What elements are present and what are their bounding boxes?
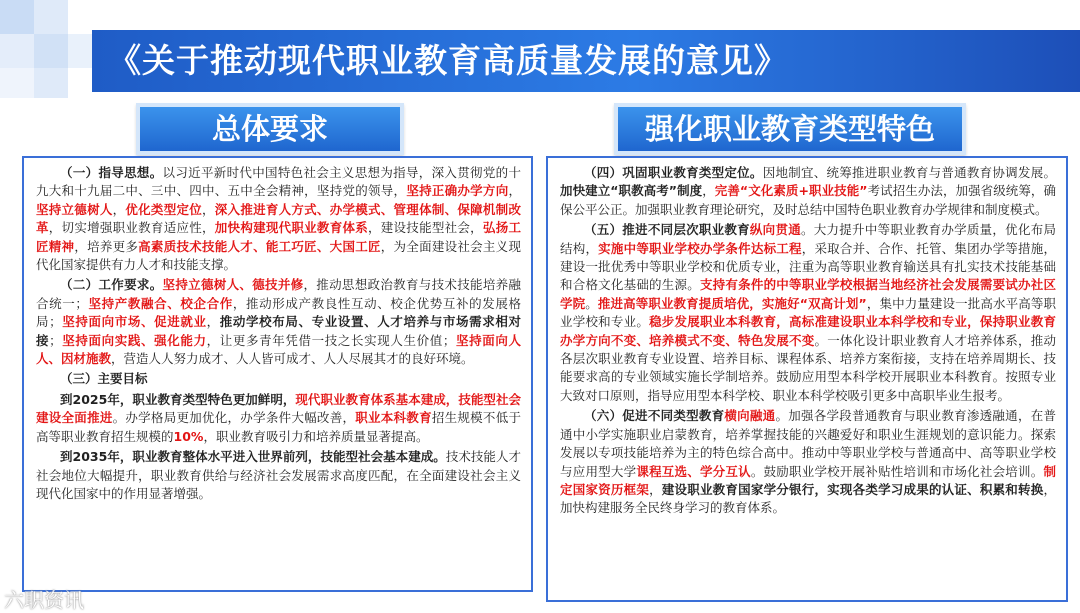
body-text: ，推动思想政治教育与技术技能培养融合统一；	[36, 277, 521, 311]
bold-text: （一）指导思想。	[60, 165, 163, 180]
body-text: 。一体化设计职业教育人才培养体系，推动各层次职业教育专业设置、培养目标、课程体系、培养方案衔接，支持在培养周期长、技能要求高的专业领域实施长学制培养。鼓励应用型本科学校开展职业本科教育。按照专业大致对口原则，指导应用型本科学校、职业本科学校吸引更多中高职毕业生报考。	[560, 332, 1056, 403]
body-text: ，	[508, 183, 521, 199]
highlight-text: 现代职业教育体系基本建成，技能型社会建设全面推进	[36, 391, 521, 426]
body-text: ，培养更多	[74, 238, 139, 254]
bold-text: （五）推进不同层次职业教育	[584, 222, 750, 238]
body-text: ，营造人人努力成才、人人皆可成才、人人尽展其才的良好环境。	[111, 351, 474, 367]
highlight-text: 优化类型定位	[125, 201, 202, 217]
highlight-text: 坚持正确办学方向	[406, 183, 509, 199]
bold-text: 到2025年，职业教育类型特色更加鲜明，	[60, 391, 296, 407]
paragraph-main-goals-heading	[36, 370, 521, 388]
highlight-text: 纵向贯通	[749, 222, 801, 238]
highlight-text: 课程互选、学分互认	[636, 463, 751, 479]
body-text: 。鼓励职业学校开展补贴性培训和市场化社会培训。	[750, 463, 1044, 479]
decor-square	[0, 34, 34, 68]
body-text: ，	[206, 314, 220, 330]
watermark-text: 六职资讯	[4, 588, 84, 612]
decor-square	[34, 34, 68, 68]
body-text: ，切实增强职业教育适应性，	[48, 220, 215, 236]
highlight-text: 坚持面向实践、强化能力	[61, 332, 207, 348]
body-text: ，	[702, 183, 715, 199]
bold-text: （六）促进不同类型教育	[584, 408, 725, 424]
body-text: ，	[202, 201, 215, 217]
body-text: 以习近平新时代中国特色社会主义思想为指导，深入贯彻党的十九大和十九届二中、三中、四中、五中全会精神，坚持党的领导，	[36, 165, 521, 199]
highlight-text: 横向融通	[724, 408, 776, 424]
body-text: 技术技能人才社会地位大幅提升，职业教育供给与经济社会发展需求高度匹配，在全面建设社会主义现代化国家中的作用显著增强。	[36, 449, 521, 501]
body-text: ，采取合并、合作、托管、集团办学等措施，建设一批优秀中等职业学校和优质专业，注重为高等职业教育输送具有扎实技术技能基础和合格文化基础的生源。	[560, 240, 1056, 293]
section-header-type-features: 强化职业教育类型特色	[614, 103, 966, 155]
body-text: ，	[112, 201, 126, 217]
highlight-text: 10%	[173, 428, 204, 444]
decor-square	[68, 34, 92, 68]
paragraph-type-positioning	[560, 164, 1056, 219]
highlight-text: 职业本科教育	[355, 410, 432, 426]
bold-text: 建设职业教育国家学分银行，实现各类学习成果的认证、积累和转换	[661, 481, 1044, 497]
body-text: ，建设技能型社会，	[368, 220, 483, 236]
body-text: 考试招生办法，加强省级统筹，确保公平公正。加强职业教育理论研究，及时总结中国特色职业教育办学规律和制度模式。	[560, 183, 1056, 217]
bold-text: 推动学校布局、专业设置、人才培养与市场需求相对接	[36, 314, 521, 348]
bold-text: （三）主要目标	[60, 371, 148, 387]
body-text: 。	[585, 295, 598, 311]
body-text: ，集中力量建设一批高水平高等职业学校和专业。	[560, 295, 1056, 330]
decor-square	[34, 68, 68, 98]
body-text: ，加快构建服务全民终身学习的教育体系。	[560, 481, 1056, 516]
body-text: 。办学格局更加优化，办学条件大幅改善，	[112, 410, 356, 426]
page-title: 《关于推动现代职业教育高质量发展的意见》	[108, 41, 788, 80]
decor-square	[0, 68, 34, 98]
bold-text: （四）巩固职业教育类型定位。	[584, 165, 763, 180]
decor-square	[0, 0, 34, 34]
type-features-panel	[546, 156, 1068, 602]
highlight-text: 制定国家资历框架	[560, 463, 1056, 497]
highlight-text: 支持有条件的中等职业学校根据当地经济社会发展需要试办社区学院	[560, 277, 1056, 311]
body-text: 因地制宜、统筹推进职业教育与普通教育协调发展。	[762, 165, 1056, 180]
highlight-text: 坚持产教融合、校企合作	[87, 295, 233, 311]
decor-square	[34, 0, 68, 34]
highlight-text: 坚持面向人人、因材施教	[36, 332, 521, 367]
body-text: ，为全面建设社会主义现代化国家提供有力人才和技能支撑。	[36, 238, 521, 273]
paragraph-goal-2035	[36, 448, 521, 503]
general-requirements-panel	[22, 156, 533, 592]
bold-text: 加快建立“职教高考”制度	[560, 183, 703, 199]
highlight-text: 坚持面向市场、促进就业	[61, 314, 207, 330]
body-text: 招生规模不低于高等职业教育招生规模的	[36, 410, 521, 444]
paragraph-goal-2025	[36, 391, 521, 446]
highlight-text: 坚持立德树人、德技并修	[162, 277, 304, 293]
highlight-text: 加快构建现代职业教育体系	[214, 220, 368, 236]
paragraph-vertical-connection	[560, 221, 1056, 405]
bold-text: （二）工作要求。	[60, 277, 163, 293]
body-text: ，	[649, 481, 662, 497]
paragraph-horizontal-integration	[560, 407, 1056, 517]
paragraph-work-requirements	[36, 276, 521, 368]
body-text: 。加强各学段普通教育与职业教育渗透融通，在普通中小学实施职业启蒙教育，培养掌握技能的兴趣爱好和职业生涯规划的意识能力。探索发展以专项技能培养为主的特色综合高中。推动中等职业学校与普通高中、高等职业学校与应用型大学	[560, 408, 1056, 479]
body-text: ，推动形成产教良性互动、校企优势互补的发展格局；	[36, 295, 521, 330]
body-text: ，职业教育吸引力和培养质量显著提高。	[203, 428, 429, 444]
highlight-text: 弘扬工匠精神	[36, 220, 521, 254]
highlight-text: 深入推进育人方式、办学模式、管理体制、保障机制改革	[36, 201, 521, 236]
highlight-text: 实施中等职业学校办学条件达标工程	[598, 240, 802, 256]
highlight-text: 高素质技术技能人才、能工巧匠、大国工匠	[138, 238, 381, 254]
highlight-text: 完善“文化素质+职业技能”	[714, 183, 868, 199]
paragraph-guiding-thought	[36, 164, 521, 274]
highlight-text: 坚持立德树人	[36, 201, 113, 217]
section-header-general-requirements: 总体要求	[136, 103, 404, 155]
highlight-text: 稳步发展职业本科教育，高标准建设职业本科学校和专业，保持职业教育办学方向不变、培养模式不变、特色发展不变	[560, 314, 1056, 348]
highlight-text: 推进高等职业教育提质培优，实施好“双高计划”	[597, 295, 867, 311]
body-text: ，让更多青年凭借一技之长实现人生价值；	[206, 332, 456, 348]
body-text: 。大力提升中等职业教育办学质量，优化布局结构，	[560, 222, 1056, 256]
body-text: ；	[49, 332, 62, 348]
bold-text: 到2035年，职业教育整体水平进入世界前列，技能型社会基本建成。	[60, 449, 446, 465]
